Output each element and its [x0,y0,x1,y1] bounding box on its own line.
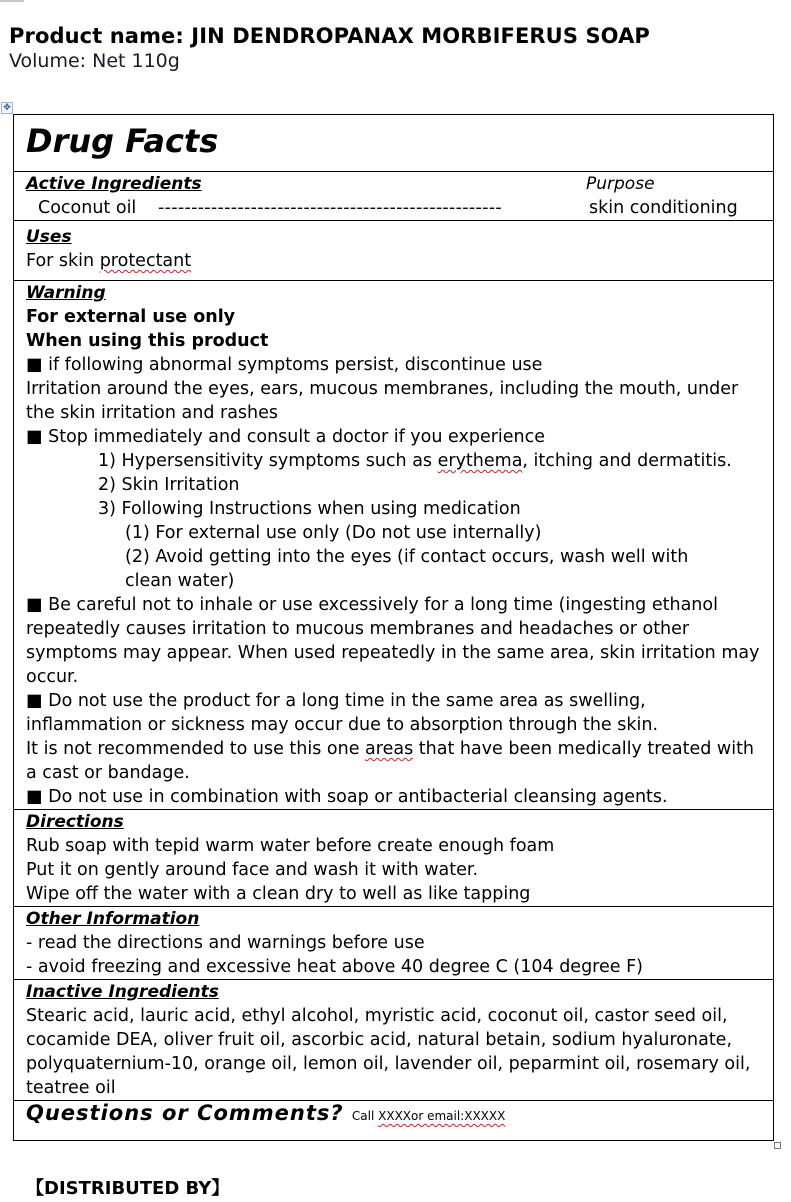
table-move-handle-icon[interactable]: ✥ [1,102,13,114]
inactive-ingredients-heading: Inactive Ingredients [26,982,219,1002]
active-ingredients-section [14,172,773,221]
inactive-ingredients-section [14,980,773,1101]
drug-facts-title-section [14,115,773,172]
spellcheck-flagged-word: protectant [99,251,192,271]
questions-section [14,1101,773,1141]
active-ingredient-name: Coconut oil [38,198,137,218]
table-resize-handle[interactable] [774,1142,781,1149]
warning-subitem [26,449,765,473]
warning-bullet: ■ if following abnormal symptoms persist, discontinue use [26,355,543,375]
directions-line: Wipe off the water with a clean dry to well as like tapping [26,884,531,904]
drug-facts-title: Drug Facts [26,122,219,160]
questions-heading [26,1101,765,1125]
contact-info [352,1109,505,1123]
warning-bullet: ■ Be careful not to inhale or use excessively for a long time (ingesting ethanol repeatedly causes irritation to mucous membranes and headaches or other symptoms may appear. When used repeatedly in the same area, skin irritation may occur. [26,595,760,687]
warning-section [14,281,773,810]
uses-heading: Uses [26,227,72,247]
spellcheck-flagged-word: XXXXor email:XXXXX [378,1109,506,1123]
uses-text [26,249,765,273]
warning-bullet: ■ Do not use in combination with soap or antibacterial cleansing agents. [26,787,668,807]
contact-prefix: Call [351,1109,379,1123]
directions-heading: Directions [26,812,124,832]
uses-section [14,221,773,281]
active-ingredients-heading: Active Ingredients [26,174,202,194]
questions-heading-text: Questions or Comments? [26,1101,344,1125]
warning-note [26,737,765,785]
spellcheck-flagged-word: erythema [437,451,523,471]
other-information-heading: Other Information [26,909,200,929]
warning-external-use: For external use only [26,307,236,327]
other-information-line: - avoid freezing and excessive heat above 40 degree C (104 degree F) [26,957,643,977]
product-name: Product name: JIN DENDROPANAX MORBIFERUS SOAP [9,24,650,48]
warning-subsubitem: (2) Avoid getting into the eyes (if contact occurs, wash well with [125,547,689,567]
warning-subitem-text: 1) Hypersensitivity symptoms such as [98,451,438,471]
warning-note-text: that have been medically treated with a cast or bandage. [26,739,755,783]
active-ingredient-purpose: skin conditioning [589,198,738,218]
warning-detail: Irritation around the eyes, ears, mucous membranes, including the mouth, under the skin irritation and rashes [26,379,739,423]
distributed-by: 【DISTRIBUTED BY】 [26,1178,230,1199]
inactive-ingredients-text: Stearic acid, lauric acid, ethyl alcohol, myristic acid, coconut oil, castor seed oil, cocamide DEA, oliver fruit oil, ascorbic acid, natural betain, sodium hyaluronate, polyquaternium-10, orange oil, lemon oil, lavender oil, peparmint oil, rosemary oil, teatree oil [26,1006,751,1098]
spellcheck-flagged-word: areas [365,739,414,759]
warning-subitem: 3) Following Instructions when using medication [98,499,521,519]
page-corner-mark [0,0,24,2]
warning-heading: Warning [26,283,106,303]
warning-note-text: It is not recommended to use this one [26,739,366,759]
warning-subsubitem: (1) For external use only (Do not use internally) [125,523,542,543]
other-information-section [14,907,773,980]
other-information-line: - read the directions and warnings before use [26,933,425,953]
warning-subsubitem: clean water) [125,571,235,591]
warning-when-using: When using this product [26,331,269,351]
warning-subitem: 2) Skin Irritation [98,475,240,495]
directions-section [14,810,773,907]
product-volume: Volume: Net 110g [9,50,180,72]
directions-line: Rub soap with tepid warm water before create enough foam [26,836,555,856]
directions-line: Put it on gently around face and wash it with water. [26,860,479,880]
warning-bullet: ■ Do not use the product for a long time in the same area as swelling, inflammation or sickness may occur due to absorption through the skin. [26,691,659,735]
drug-facts-table [13,114,774,1141]
active-ingredient-leader: ---------------------------------------------------- [158,198,502,218]
uses-text-prefix: For skin [26,251,100,271]
warning-subitem-text: , itching and dermatitis. [522,451,732,471]
active-ingredient-row [14,196,773,220]
purpose-heading: Purpose [586,174,655,194]
warning-bullet: ■ Stop immediately and consult a doctor if you experience [26,427,546,447]
